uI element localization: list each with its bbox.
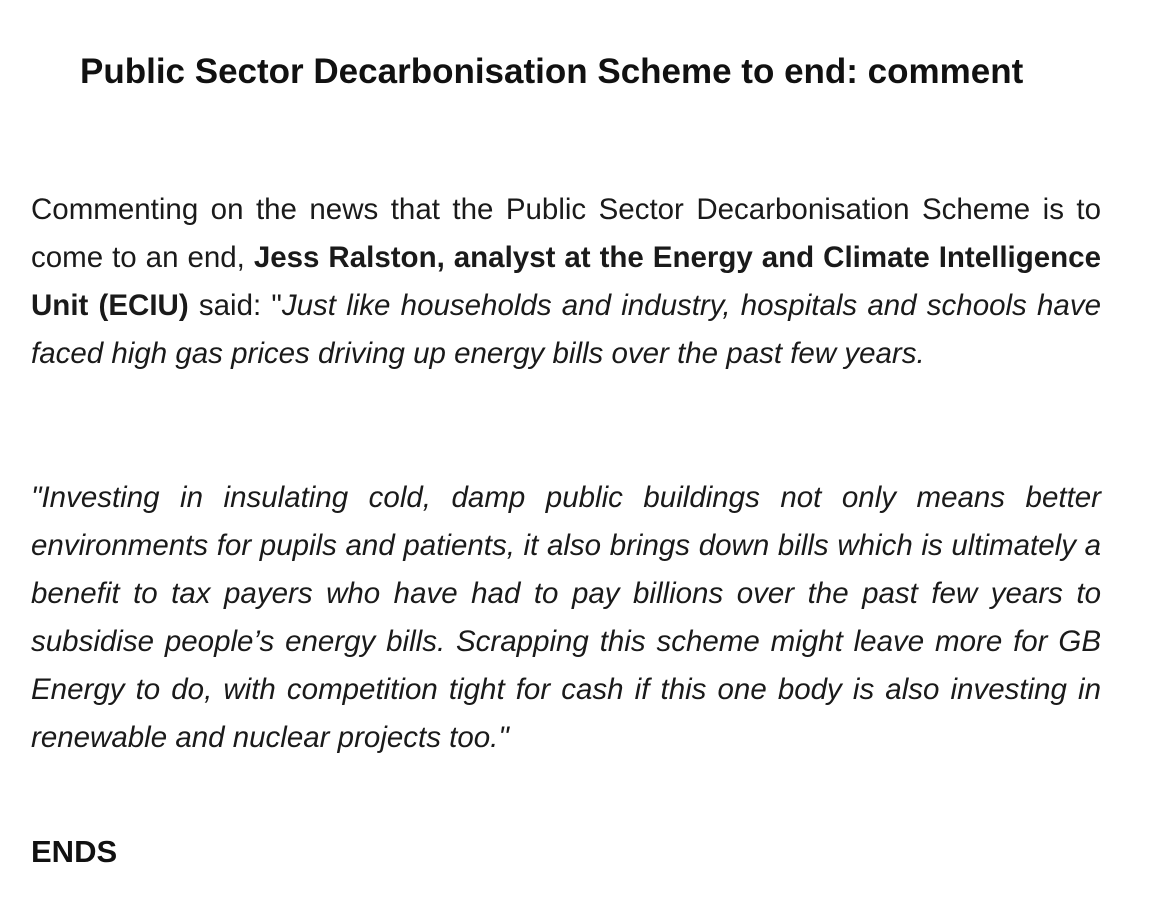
comment-paragraph-2: "Investing in insulating cold, damp public buildings not only means better environments for pupils and patients, it also brings down bills which is ultimately a benefit to tax payers who have had to pay billions over the past few years to subsidise people’s energy bills. Scrapping this scheme might leave more for GB Energy to do, with competition tight for cash if this one body is also investing in renewable and nuclear projects too." [31,481,1101,754]
article-headline: Public Sector Decarbonisation Scheme to end: comment [80,52,1024,91]
said-text: said: " [188,289,282,322]
quote-text-1: Just like households and industry, hospitals and schools have faced high gas prices driving up energy bills over the past few years. [31,289,1101,370]
comment-paragraph-1 [31,186,1101,378]
ends-marker: ENDS [31,834,118,869]
intro-text: Commenting on the news that the Public Sector Decarbonisation Scheme is to come to an end, [31,193,1101,274]
speaker-attribution: Jess Ralston, analyst at the Energy and Climate Intelligence Unit (ECIU) [31,241,1101,322]
